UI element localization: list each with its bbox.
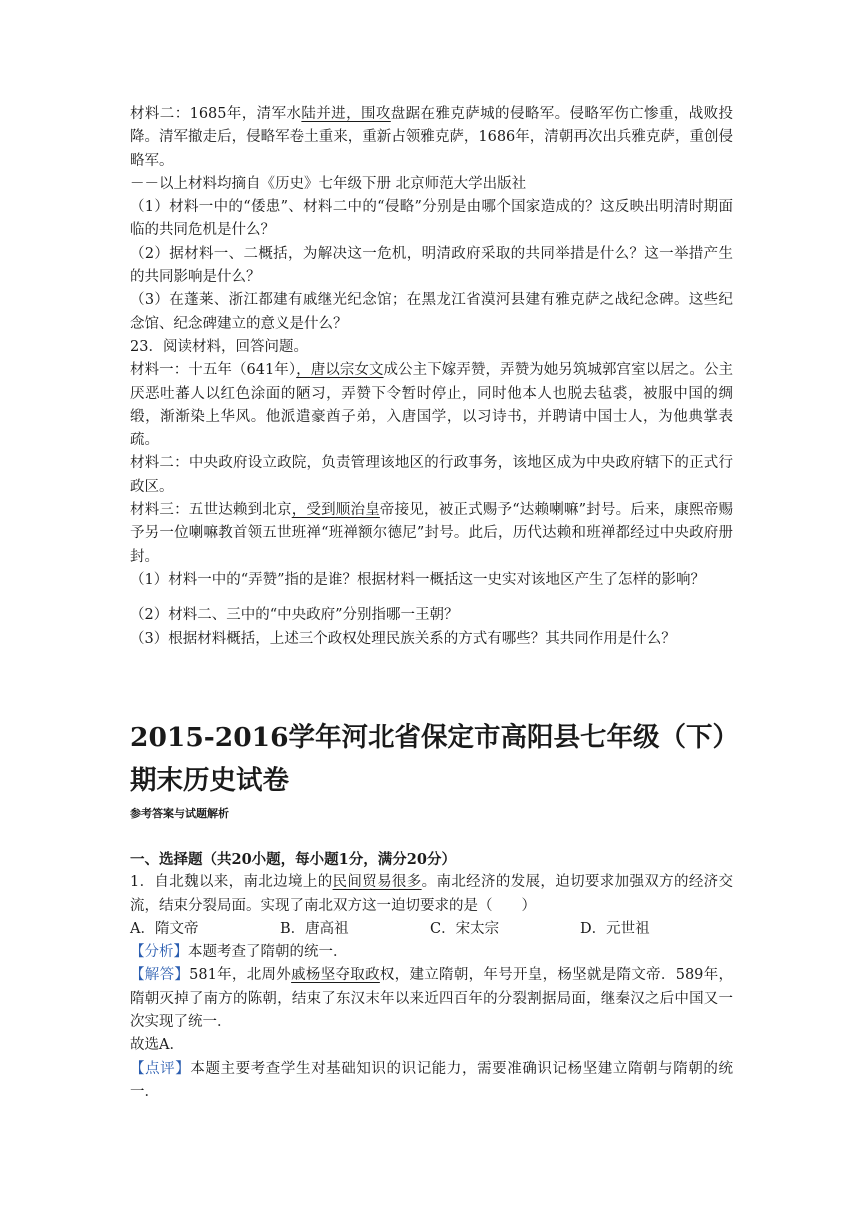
q23-material-2: 材料二：中央政府设立政院，负责管理该地区的行政事务，该地区成为中央政府辖下的正式行政区。 (130, 455, 733, 495)
page-subtitle: 参考答案与试题解析 (130, 807, 229, 820)
underlined-text: ，唐以宗女文 (296, 362, 384, 379)
q23-sub-question-1: （1）材料一中的“弄赞”指的是谁？根据材料一概括这一史实对该地区产生了怎样的影响？ (130, 571, 706, 588)
questions-section (130, 103, 733, 651)
q1-options (130, 918, 733, 941)
answers-section (130, 848, 733, 1104)
option-a: A．隋文帝 (130, 920, 199, 937)
answer-tag: 【解答】 (130, 967, 190, 984)
option-b: B．唐高祖 (280, 920, 349, 937)
q22-sub-question-1: （1）材料一中的“倭患”、材料二中的“侵略”分别是由哪个国家造成的？这反映出明清时期面临的共同危机是什么？ (130, 199, 733, 239)
q1-answer: 【解答】581年，北周外戚杨坚夺取政权，建立隋朝，年号开皇，杨坚就是隋文帝．589年，隋朝灭掉了南方的陈朝，结束了东汉末年以来近四百年的分裂割据局面，继秦汉之后中国又一次实现了统一． (130, 967, 733, 1031)
q23-sub-question-3: （3）根据材料概括，上述三个政权处理民族关系的方式有哪些？其共同作用是什么？ (130, 630, 676, 647)
q1-comment: 【点评】本题主要考查学生对基础知识的识记能力，需要准确识记杨坚建立隋朝与隋朝的统一． (130, 1060, 733, 1100)
q1-analysis: 【分析】本题考查了隋朝的统一． (130, 944, 348, 961)
q23-sub-question-2: （2）材料二、三中的“中央政府”分别指哪一王朝？ (130, 607, 459, 624)
q23-heading: 23．阅读材料，回答问题。 (130, 338, 308, 355)
underlined-text: ，受到顺治皇 (291, 502, 380, 519)
answer-header (130, 716, 733, 822)
q22-sub-question-2: （2）据材料一、二概括，为解决这一危机，明清政府采取的共同举措是什么？这一举措产生的共同影响是什么？ (130, 245, 733, 286)
section-heading: 一、选择题（共20小题，每小题1分，满分20分） (130, 851, 456, 868)
q23-material-1: 材料一：十五年（641年），唐以宗女文成公主下嫁弄赞，弄赞为她另筑城郭宫室以居之。公主厌恶吐蕃人以红色涂面的陋习，弄赞下令暂时停止，同时他本人也脱去毡裘，被服中国的绸缎，渐渐染上华风。他派遣豪酋子弟，入唐国学，以习诗书，并聘请中国士人，为他典掌表疏。 (130, 362, 734, 449)
underlined-text: 戚杨坚夺取政 (291, 967, 380, 984)
option-c: C．宋太宗 (430, 920, 500, 937)
analysis-tag: 【分析】 (130, 944, 188, 961)
underlined-text: 陆并进，围攻 (301, 106, 391, 122)
spacer (130, 592, 733, 604)
page-title: 2015-2016学年河北省保定市高阳县七年级（下）期末历史试卷 (130, 722, 726, 796)
q23-material-3: 材料三：五世达赖到北京，受到顺治皇帝接见，被正式赐予“达赖喇嘛”封号。后来，康熙帝赐予另一位喇嘛教首领五世班禅“班禅额尔德尼”封号。此后，历代达赖和班禅都经过中央政府册封。 (130, 502, 734, 565)
comment-tag: 【点评】 (130, 1060, 191, 1077)
q22-source: －－以上材料均摘自《历史》七年级下册 北京师范大学出版社 (130, 175, 527, 192)
q22-sub-question-3: （3）在蓬莱、浙江都建有戚继光纪念馆；在黑龙江省漠河县建有雅克萨之战纪念碑。这些纪念馆、纪念碑建立的意义是什么？ (130, 292, 733, 332)
q22-material-2: 材料二：1685年，清军水陆并进，围攻盘踞在雅克萨城的侵略军。侵略军伤亡惨重，战败投降。清军撤走后，侵略军卷土重来，重新占领雅克萨，1686年，清朝再次出兵雅克萨，重创侵略军。 (130, 106, 734, 169)
option-d: D．元世祖 (580, 920, 650, 937)
q1-choice: 故选A． (130, 1037, 184, 1054)
q1-stem: 1．自北魏以来，南北边境上的民间贸易很多。南北经济的发展，迫切要求加强双方的经济交流，结束分裂局面。实现了南北双方这一迫切要求的是（ ） (130, 874, 734, 914)
underlined-text: 民间贸易很多 (332, 874, 422, 891)
